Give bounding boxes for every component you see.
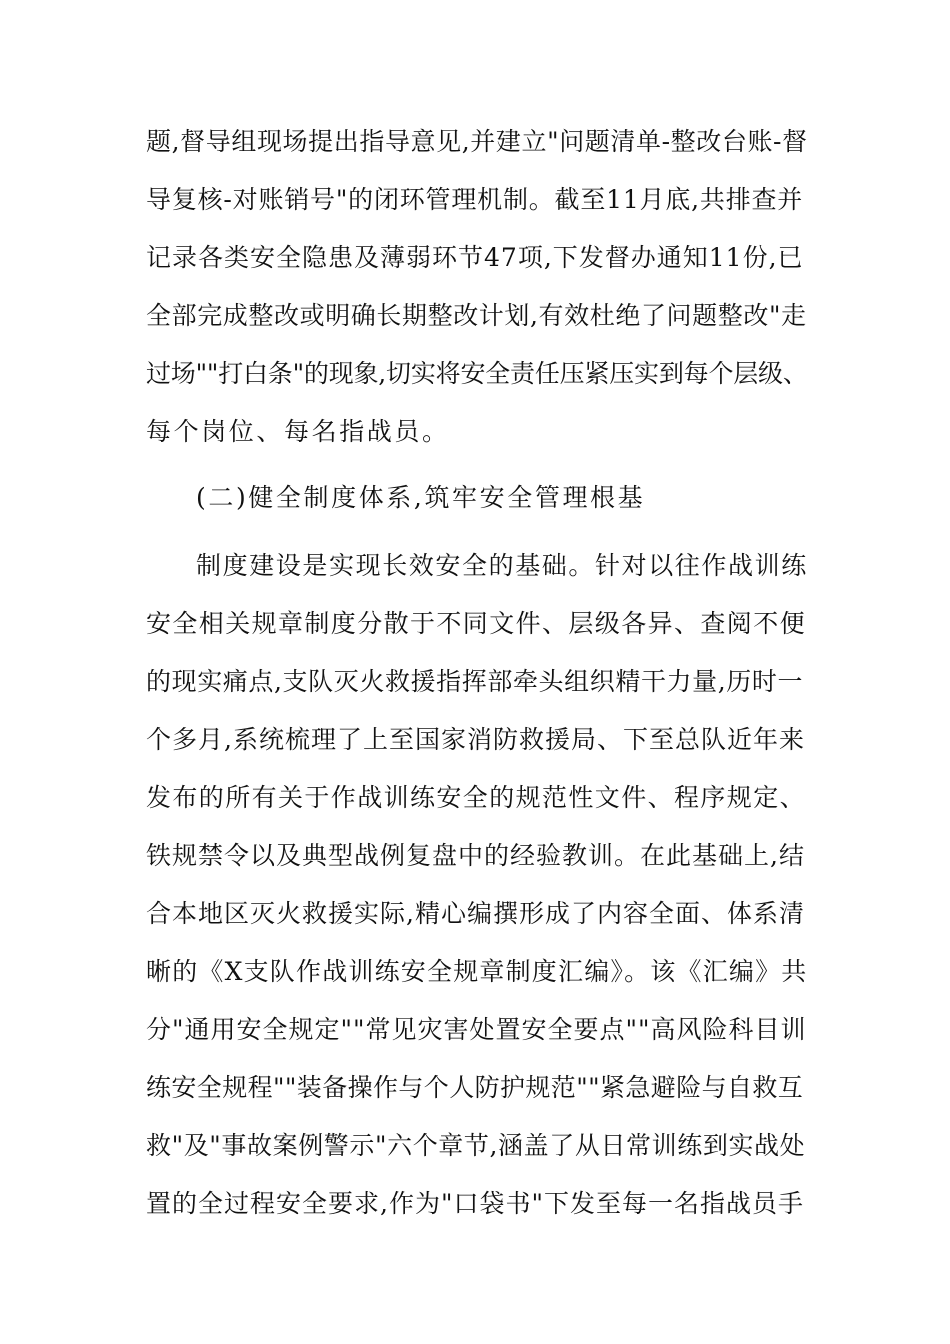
paragraph-line: 个多月,系统梳理了上至国家消防救援局、下至总队近年来 xyxy=(146,725,805,754)
paragraph-line: 合本地区灭火救援实际,精心编撰形成了内容全面、体系清 xyxy=(146,899,805,928)
paragraph-line: 置的全过程安全要求,作为"口袋书"下发至每一名指战员手 xyxy=(146,1189,804,1218)
paragraph-line: 的现实痛点,支队灭火救援指挥部牵头组织精干力量,历时一 xyxy=(146,667,804,696)
paragraph-line: 发布的所有关于作战训练安全的规范性文件、程序规定、 xyxy=(146,783,807,812)
paragraph-line: 记录各类安全隐患及薄弱环节47项,下发督办通知11份,已 xyxy=(146,243,804,272)
paragraph-line: 制度建设是实现长效安全的基础。针对以往作战训练 xyxy=(196,551,808,580)
paragraph-line: 题,督导组现场提出指导意见,并建立"问题清单-整改台账-督 xyxy=(146,127,808,156)
section-heading: (二)健全制度体系,筑牢安全管理根基 xyxy=(196,483,646,512)
paragraph-line: 晰的《X支队作战训练安全规章制度汇编》。该《汇编》共 xyxy=(146,957,808,986)
paragraph-line: 救"及"事故案例警示"六个章节,涵盖了从日常训练到实战处 xyxy=(146,1131,806,1160)
paragraph-line: 过场""打白条"的现象,切实将安全责任压紧压实到每个层级、 xyxy=(146,359,808,388)
paragraph-line: 铁规禁令以及典型战例复盘中的经验教训。在此基础上,结 xyxy=(146,841,805,870)
paragraph-line: 全部完成整改或明确长期整改计划,有效杜绝了问题整改"走 xyxy=(146,301,807,330)
paragraph-line: 导复核-对账销号"的闭环管理机制。截至11月底,共排查并 xyxy=(146,185,804,214)
paragraph-line: 分"通用安全规定""常见灾害处置安全要点""高风险科目训 xyxy=(146,1015,807,1044)
paragraph-line: 安全相关规章制度分散于不同文件、层级各异、查阅不便 xyxy=(146,609,807,638)
paragraph-line: 练安全规程""装备操作与个人防护规范""紧急避险与自救互 xyxy=(146,1073,804,1102)
paragraph-line: 每个岗位、每名指战员。 xyxy=(146,417,450,446)
